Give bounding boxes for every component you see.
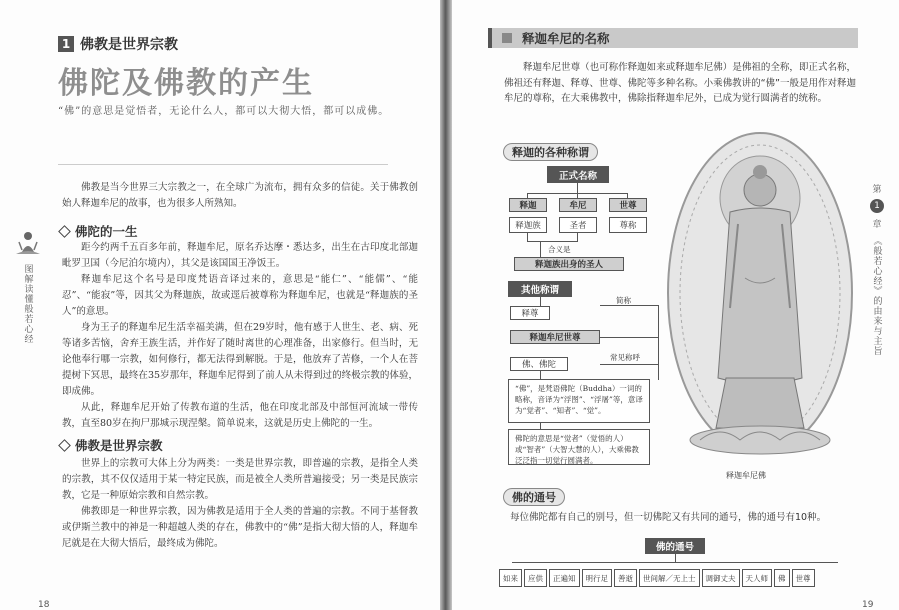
- intro-paragraph: 释迦牟尼世尊（也可称作释迦如来或释迦牟尼佛）是佛祖的全称，即正式名称，佛祖还有释迦、释尊、世尊、佛陀等多种名称。小乘佛教讲的“佛”一般是用作对释迦牟尼的尊称，在大乘佛教中，佛除指释迦牟尼外，已成为觉行圆满者的统称。: [504, 62, 856, 104]
- common-title-box: 正遍知: [549, 569, 580, 587]
- square-icon: [502, 33, 512, 43]
- titles-section-heading: 释迦的各种称谓: [503, 143, 598, 161]
- section-title-bar: [488, 28, 858, 48]
- connector: [540, 241, 541, 257]
- chapter-number: 1: [870, 199, 884, 213]
- common-title-box: 世尊: [792, 569, 815, 587]
- paragraph: 佛教即是一种世界宗教，因为佛教是适用于全人类的普遍的宗教。不同于基督教或伊斯兰教中的神是一种超越人类的存在，佛教中的“佛”是指大彻大悟的人，释迦牟尼就是在大彻大悟后，最终成为佛陀。: [62, 506, 418, 549]
- paragraph: 从此，释迦牟尼开始了传教布道的生活，他在印度北部及中部恒河流域一带传教，直至80岁在拘尸那城示现涅槃。简单说来，这就是历史上佛陀的一生。: [62, 402, 418, 429]
- page-number: 19: [862, 600, 874, 610]
- connector: [512, 562, 838, 563]
- chapter-title-vertical: 《般若心经》的由来与主旨: [871, 236, 882, 356]
- alias-buddha-box: 佛、佛陀: [510, 357, 568, 371]
- heading-world-religion: 佛教是世界宗教: [60, 436, 163, 454]
- left-page: [0, 0, 440, 610]
- section-header: [58, 34, 178, 54]
- connector: [600, 364, 658, 365]
- chapter-prefix: 第: [872, 185, 882, 195]
- common-title-box: 调御丈夫: [702, 569, 740, 587]
- book-title-vertical: 图解读懂般若心经: [22, 264, 33, 344]
- common-title-box: 佛: [774, 569, 790, 587]
- connector: [527, 241, 578, 242]
- connector: [577, 233, 578, 241]
- divider: [58, 164, 388, 165]
- page-subtitle: “佛”的意思是觉悟者，无论什么人，都可以大彻大悟，都可以成佛。: [58, 106, 390, 117]
- common-title-box: 如来: [499, 569, 522, 587]
- formal-name-box: 正式名称: [547, 166, 609, 183]
- buddha-explanation-box: “佛”，是梵语佛陀（Buddha）一词的略称，音译为“浮图”、“浮屠”等，意译为“觉者”、“知者”、“觉”。: [508, 379, 650, 423]
- connector: [577, 183, 578, 193]
- name-meaning-box: 尊称: [609, 217, 647, 233]
- buddha-life-text: [62, 240, 418, 432]
- section-number: 1: [58, 36, 74, 52]
- other-names-box: 其他称谓: [508, 281, 572, 297]
- buddha-meaning-box: 佛陀的意思是“觉者”（觉悟的人）或“智者”（大智大慧的人），大乘佛教泛泛指一切觉行圆满者。: [508, 429, 650, 465]
- side-chapter-label: [866, 182, 888, 356]
- side-book-label: [8, 228, 48, 344]
- connector: [600, 337, 658, 338]
- diamond-icon: [58, 225, 71, 238]
- common-title-box: 天人师: [742, 569, 773, 587]
- paragraph: 世界上的宗教可大体上分为两类：一类是世界宗教，即普遍的宗教，是指全人类的宗教，其不仅仅适用于某一特定民族，而是被全人类所普遍接受；另一类是民族宗教，它是一种原始宗教和自然宗教。: [62, 458, 418, 501]
- name-part-box: 释迦: [509, 198, 547, 212]
- combined-note: 合义是: [548, 245, 571, 254]
- common-titles-row: [499, 569, 815, 587]
- paragraph: 距今约两千五百多年前，释迦牟尼，原名乔达摩・悉达多，出生在古印度北部迦毗罗卫国（今尼泊尔境内），其父是该国国王净饭王。: [62, 242, 418, 269]
- page-title: 佛陀及佛教的产生: [58, 66, 314, 101]
- combined-meaning-box: 释迦族出身的圣人: [514, 257, 624, 271]
- alias-note: 简称: [616, 296, 631, 305]
- paragraph: 释迦牟尼这个名号是印度梵语音译过来的，意思是“能仁”、“能儒”、“能忍”、“能寂”等，因其父为释迦族，故或逕后被尊称为释迦牟尼，也就是“释迦族的圣人”的意思。: [62, 274, 418, 317]
- page-number: 18: [38, 600, 50, 610]
- diamond-icon: [58, 439, 71, 452]
- world-religion-text: [62, 456, 418, 552]
- alias-short-box: 释尊: [510, 306, 550, 320]
- seated-buddha-icon: [13, 228, 43, 258]
- name-part-box: 牟尼: [559, 198, 597, 212]
- common-title-box: 世间解／无上士: [639, 569, 700, 587]
- paragraph: 身为王子的释迦牟尼生活幸福美满，但在29岁时，他有感于人世生、老、病、死等诸多苦恼，舍弃王族生活，并作好了随时离世的心理准备，出家修行。但当时，无论他奉行哪一宗教，如何修行，都无法得到解脱。于是，他放弃了苦修，一个人在菩提树下冥思，最终在35岁那年，释迦牟尼得到了前人从未得到过的终极宗教的体验，即成佛。: [62, 322, 418, 397]
- figure-caption: 释迦牟尼佛: [726, 471, 766, 480]
- name-part-box: 世尊: [609, 198, 647, 212]
- common-call-note: 常见称呼: [610, 353, 640, 362]
- common-title-box: 善逝: [614, 569, 637, 587]
- name-meaning-box: 释迦族: [509, 217, 547, 233]
- heading-buddha-life: 佛陀的一生: [60, 222, 138, 240]
- section-title: 释迦牟尼的名称: [522, 31, 610, 46]
- chapter-suffix: 章: [872, 220, 882, 230]
- name-meaning-box: 圣者: [559, 217, 597, 233]
- connector: [675, 554, 676, 562]
- common-title-box: 应供: [524, 569, 547, 587]
- standing-buddha-illustration: [660, 128, 860, 468]
- common-title-box: 明行足: [582, 569, 613, 587]
- connector: [540, 371, 541, 379]
- common-titles-header-box: 佛的通号: [645, 538, 705, 554]
- book-spine: [440, 0, 452, 610]
- alias-full-box: 释迦牟尼世尊: [510, 330, 600, 344]
- intro-paragraph: 佛教是当今世界三大宗教之一，在全球广为流布，拥有众多的信徒。关于佛教创始人释迦牟尼的故事，也为很多人所熟知。: [62, 182, 418, 209]
- common-titles-intro: 每位佛陀都有自己的别号，但一切佛陀又有共同的通号，佛的通号有10种。: [510, 512, 827, 523]
- section-title: 佛教是世界宗教: [80, 37, 178, 53]
- common-titles-heading: 佛的通号: [503, 488, 565, 506]
- connector: [527, 233, 528, 241]
- connector: [658, 305, 659, 380]
